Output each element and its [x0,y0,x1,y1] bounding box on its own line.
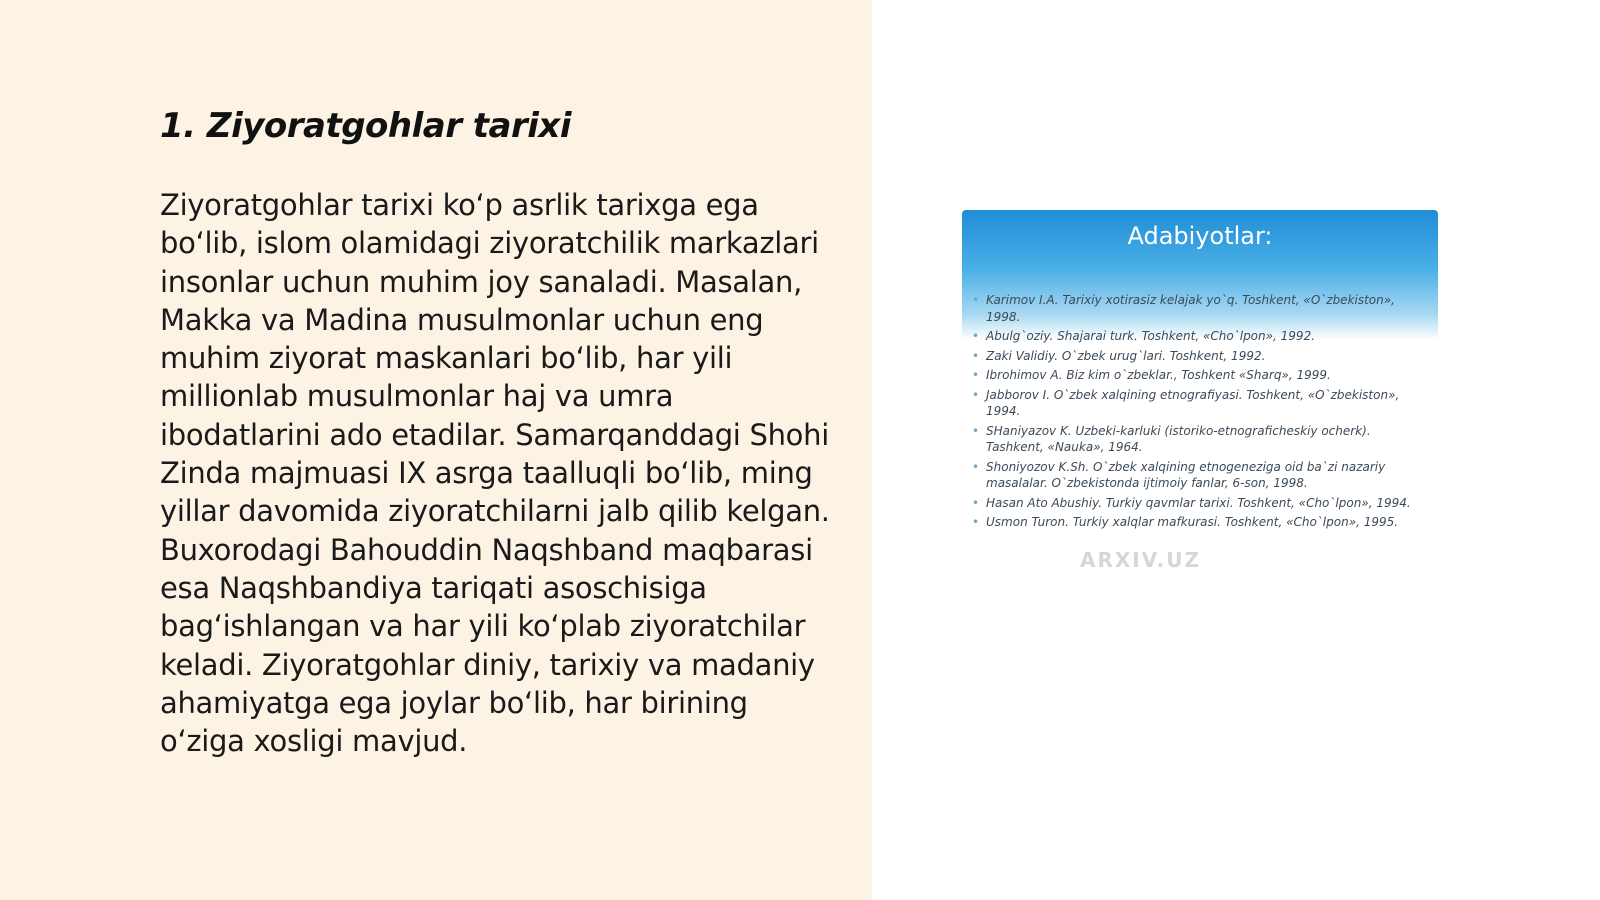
literature-item: • Ibrohimov A. Biz kim o`zbeklar., Toshkent «Sharq», 1999. [972,367,1432,384]
literature-item: • Abulg`oziy. Shajarai turk. Toshkent, «Cho`lpon», 1992. [972,328,1432,345]
literature-list [972,292,1432,534]
literature-slide-image [962,210,1438,580]
literature-item: • Shoniyozov K.Sh. O`zbek xalqining etnogeneziga oid ba`zi nazariy masalalar. O`zbekistonda ijtimoiy fanlar, 6-son, 1998. [972,459,1432,492]
literature-item: • Karimov I.A. Tarixiy xotirasiz kelajak yo`q. Toshkent, «O`zbekiston», 1998. [972,292,1432,325]
literature-item: • Hasan Ato Abushiy. Turkiy qavmlar tarixi. Toshkent, «Cho`lpon», 1994. [972,495,1432,512]
slide-title: 1. Ziyoratgohlar tarixi [160,106,572,146]
literature-item: • Usmon Turon. Turkiy xalqlar mafkurasi. Toshkent, «Cho`lpon», 1995. [972,514,1432,531]
literature-item: • SHaniyazov K. Uzbeki-karluki (istoriko-etnograficheskiy ocherk). Tashkent, «Nauka», 1964. [972,423,1432,456]
watermark-logo: ARXIV.UZ [1080,548,1201,572]
literature-title: Adabiyotlar: [1127,222,1273,250]
literature-item: • Zaki Validiy. O`zbek urug`lari. Toshkent, 1992. [972,348,1432,365]
literature-item: • Jabborov I. O`zbek xalqining etnografiyasi. Toshkent, «O`zbekiston», 1994. [972,387,1432,420]
slide-body-text: Ziyoratgohlar tarixi ko‘p asrlik tarixga ega bo‘lib, islom olamidagi ziyoratchilik markazlari insonlar uchun muhim joy sanaladi. Masalan, Makka va Madina musulmonlar uchun eng muhim ziyorat maskanlari bo‘lib, har yili millionlab musulmonlar haj va umra ibodatlarini ado etadilar. Samarqanddagi Shohi Zinda majmuasi IX asrga taalluqli bo‘lib, ming yillar davomida ziyoratchilarni jalb qilib kelgan. Buxorodagi Bahouddin Naqshband maqbarasi esa Naqshbandiya tariqati asoschisiga bag‘ishlangan va har yili ko‘plab ziyoratchilar keladi. Ziyoratgohlar diniy, tarixiy va madaniy ahamiyatga ega joylar bo‘lib, har birining o‘ziga xosligi mavjud. [160,188,830,759]
